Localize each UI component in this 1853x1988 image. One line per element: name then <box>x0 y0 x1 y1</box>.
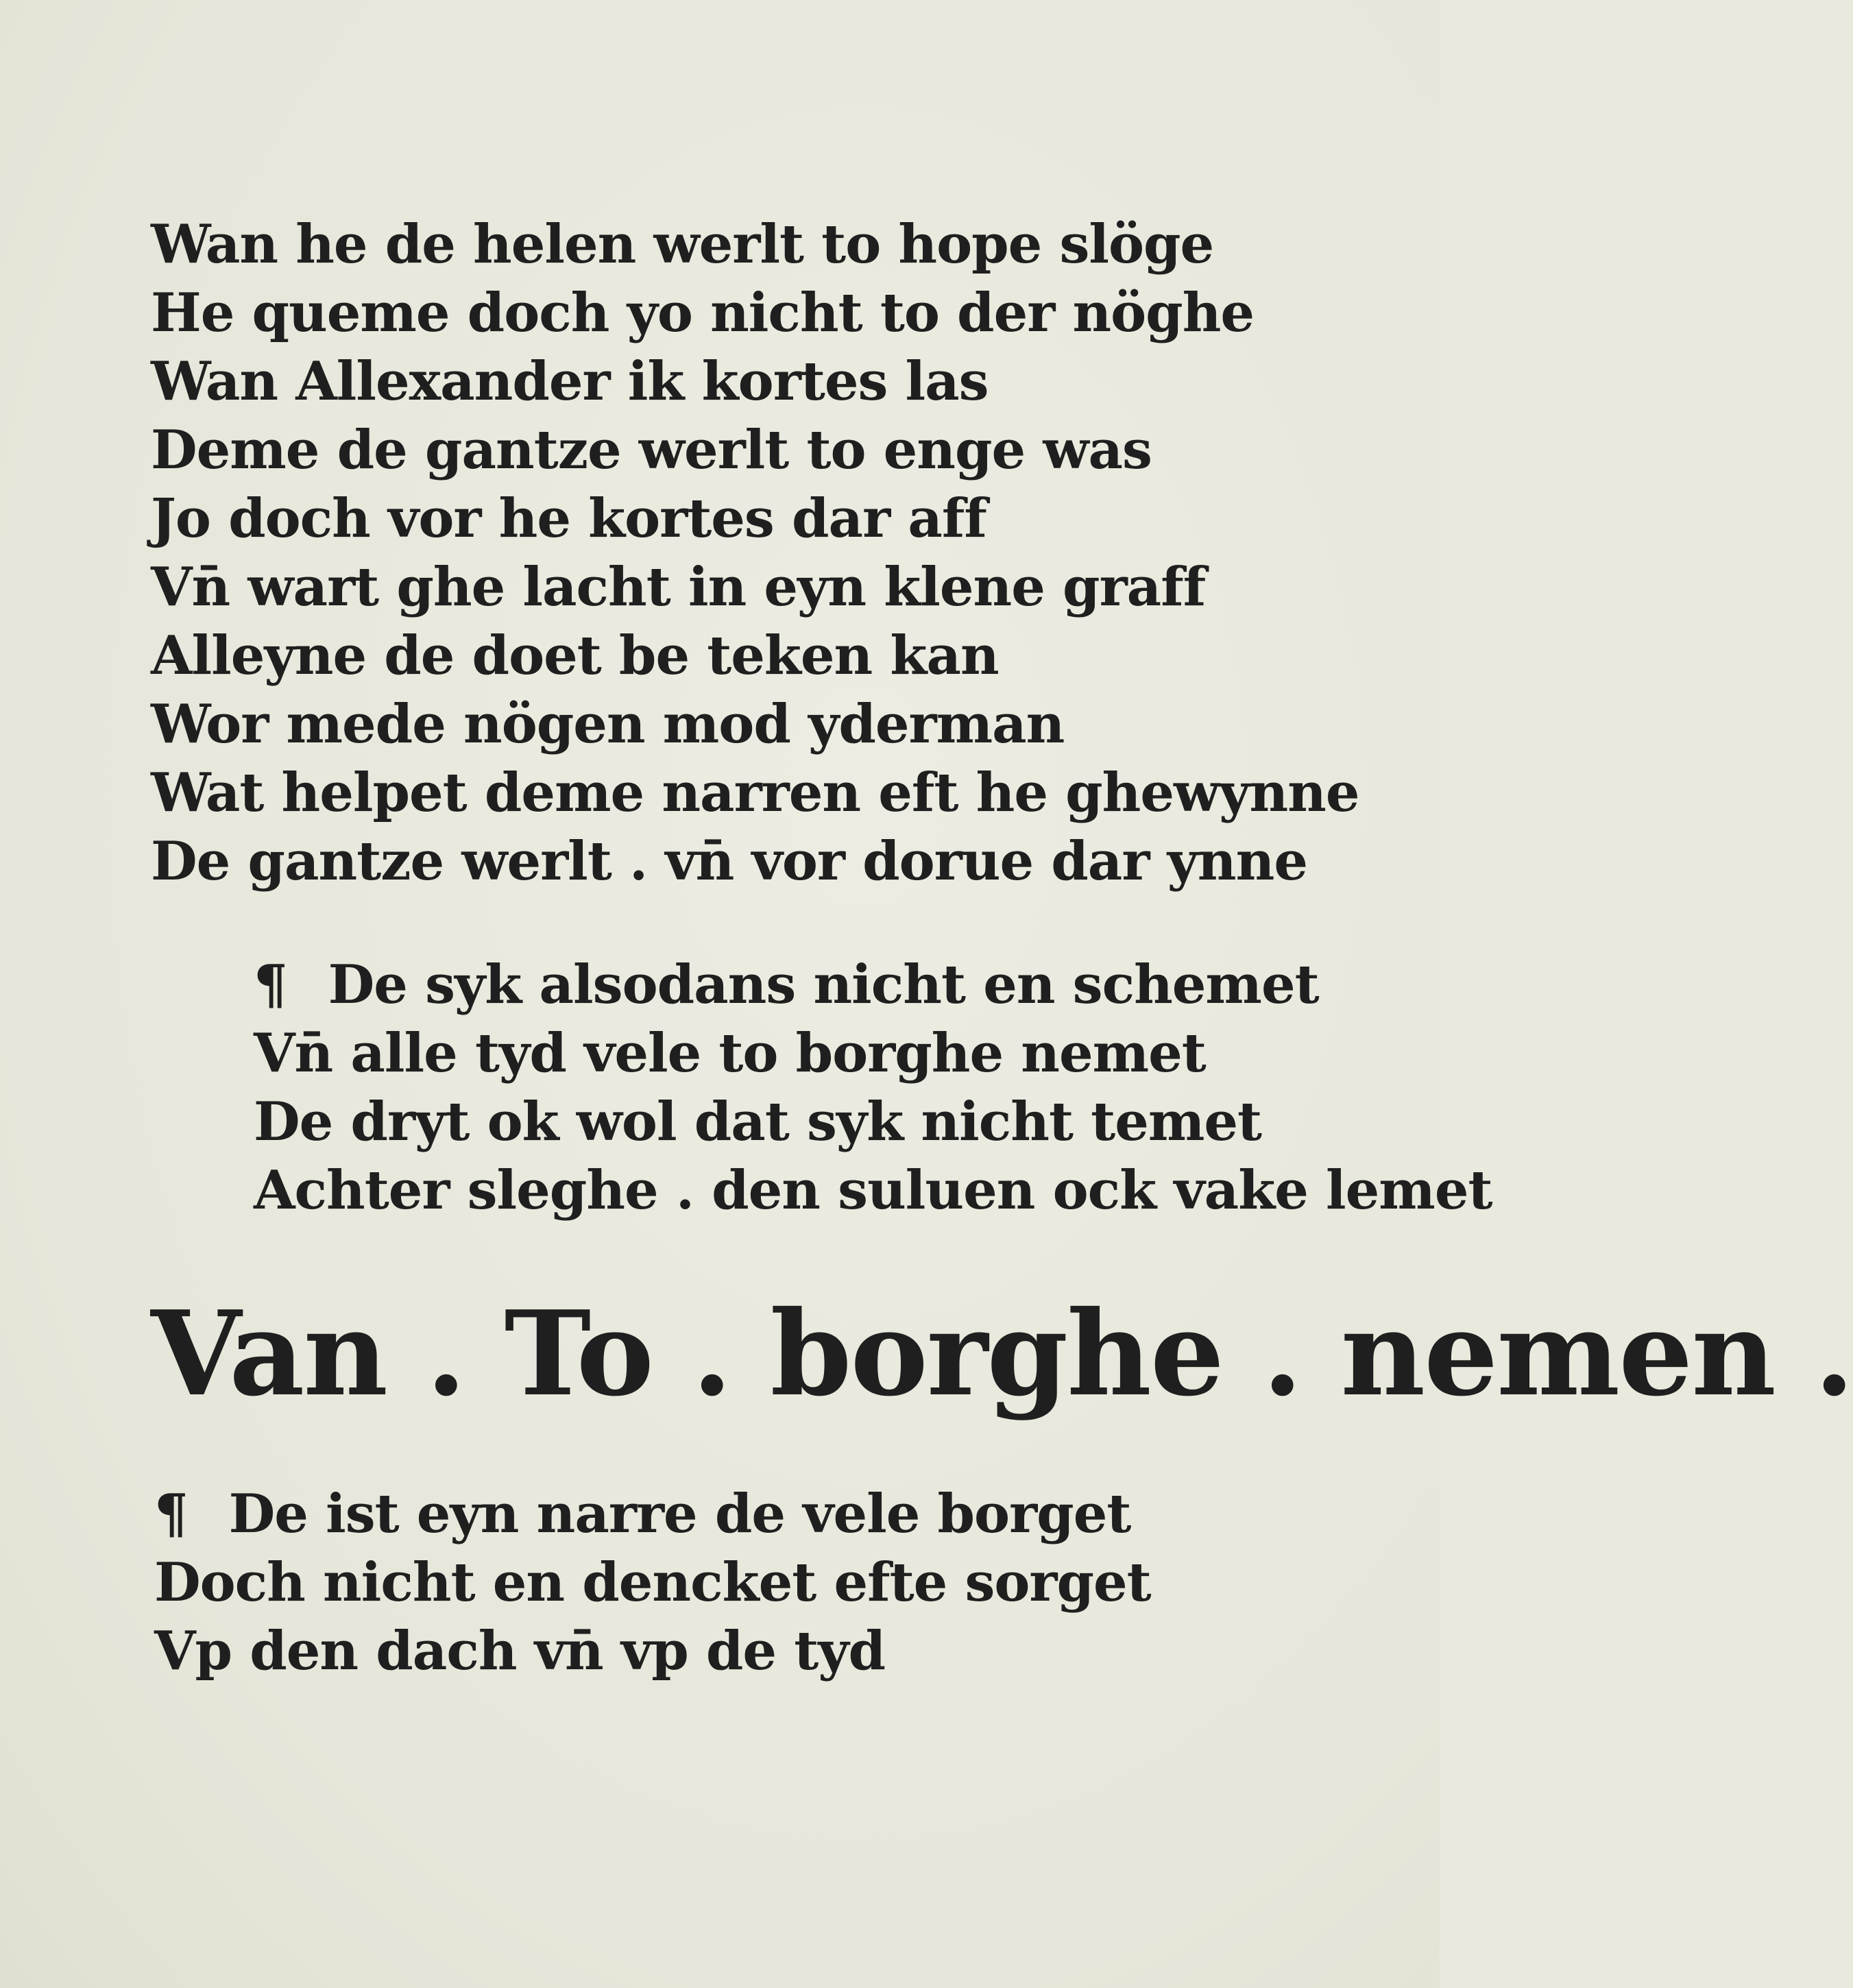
stanza1-line-1: Wan he de helen werlt to hope slöge <box>151 213 1214 276</box>
stanza1-line-5: Jo doch vor he kortes dar aff <box>151 487 986 550</box>
stanza1-line-9: Wat helpet deme narren eft he ghewynne <box>151 762 1359 824</box>
paragraph-mark: ¶ <box>154 1483 188 1545</box>
stanza3-line-2: Doch nicht en dencket efte sorget <box>154 1551 1151 1614</box>
stanza1-line-7: Alleyne de doet be teken kan <box>151 625 999 687</box>
stanza2-line-4: Achter sleghe . den suluen ock vake lemet <box>254 1159 1492 1222</box>
stanza1-line-6: Vn̄ wart ghe lacht in eyn klene graff <box>151 556 1206 618</box>
stanza1-line-3: Wan Allexander ik kortes las <box>151 350 989 413</box>
stanza1-line-10: De gantze werlt . vn̄ vor dorue dar ynne <box>151 830 1307 893</box>
stanza1-line-4: Deme de gantze werlt to enge was <box>151 419 1152 481</box>
stanza1-line-8: Wor mede nögen mod yderman <box>151 693 1065 755</box>
stanza2-line-3: De dryt ok wol dat syk nicht temet <box>254 1091 1262 1153</box>
stanza3-line-1-text: De ist eyn narre de vele borget <box>228 1483 1131 1545</box>
stanza3-line-3: Vp den dach vn̄ vp de tyd <box>154 1620 886 1682</box>
stanza1-line-2: He queme doch yo nicht to der nöghe <box>151 282 1255 344</box>
stanza3-line-1 <box>154 1483 1131 1545</box>
stanza2-line-2: Vn̄ alle tyd vele to borghe nemet <box>254 1022 1206 1084</box>
section-heading: Van . To . borghe . nemen . <box>151 1285 1853 1422</box>
stanza2-line-1-text: De syk alsodans nicht en schemet <box>328 954 1319 1016</box>
paragraph-mark: ¶ <box>254 954 287 1016</box>
stanza2-line-1 <box>254 954 1319 1016</box>
